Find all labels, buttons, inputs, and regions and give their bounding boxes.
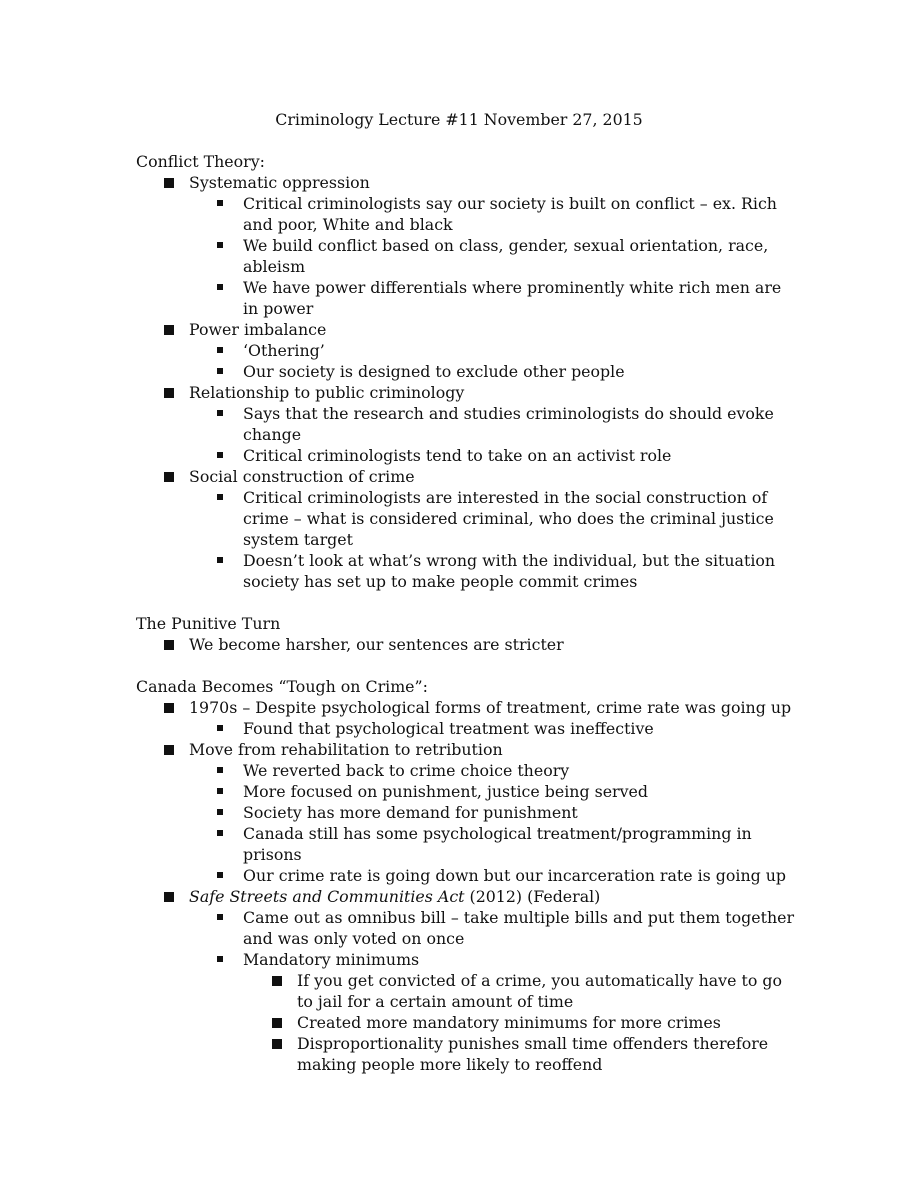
small-square-bullet-icon bbox=[217, 200, 223, 206]
list-item-text: We become harsher, our sentences are stricter bbox=[189, 635, 564, 654]
list-item-text: Move from rehabilitation to retribution bbox=[189, 740, 503, 759]
list-item bbox=[136, 361, 796, 382]
list-item-text: Canada still has some psychological treatment/programming in prisons bbox=[243, 824, 752, 864]
section-heading-tough-on-crime: Canada Becomes “Tough on Crime”: bbox=[136, 677, 428, 696]
list-item-text: Disproportionality punishes small time offenders therefore making people more likely to reoffend bbox=[297, 1034, 769, 1074]
list-item-text: Created more mandatory minimums for more crimes bbox=[297, 1013, 721, 1032]
paragraph-spacer bbox=[136, 655, 796, 676]
list-item bbox=[136, 760, 796, 781]
list-item bbox=[136, 886, 796, 907]
square-bullet-icon bbox=[164, 388, 174, 398]
small-square-bullet-icon bbox=[217, 557, 223, 563]
section-heading-conflict-theory: Conflict Theory: bbox=[136, 152, 265, 171]
small-square-bullet-icon bbox=[217, 872, 223, 878]
small-square-bullet-icon bbox=[217, 914, 223, 920]
section-heading-punitive-turn: The Punitive Turn bbox=[136, 614, 281, 633]
list-item-text: Our crime rate is going down but our incarceration rate is going up bbox=[243, 866, 787, 885]
punitive-turn-list bbox=[136, 634, 796, 655]
list-item bbox=[136, 634, 796, 655]
list-item bbox=[136, 949, 796, 970]
list-item bbox=[136, 193, 796, 235]
square-bullet-icon bbox=[164, 892, 174, 902]
list-item bbox=[136, 907, 796, 949]
list-item bbox=[136, 865, 796, 886]
square-bullet-icon bbox=[164, 640, 174, 650]
square-bullet-icon bbox=[272, 1039, 282, 1049]
list-item-text: More focused on punishment, justice being served bbox=[243, 782, 648, 801]
paragraph-spacer bbox=[136, 592, 796, 613]
list-item bbox=[136, 970, 796, 1012]
list-item-text: Found that psychological treatment was ineffective bbox=[243, 719, 654, 738]
list-item bbox=[136, 277, 796, 319]
list-item-text: Social construction of crime bbox=[189, 467, 415, 486]
page-title: Criminology Lecture #11 November 27, 2015 bbox=[275, 110, 643, 129]
list-item bbox=[136, 697, 796, 718]
small-square-bullet-icon bbox=[217, 410, 223, 416]
document-body bbox=[136, 151, 796, 1075]
list-item bbox=[136, 445, 796, 466]
small-square-bullet-icon bbox=[217, 494, 223, 500]
small-square-bullet-icon bbox=[217, 368, 223, 374]
conflict-theory-list bbox=[136, 172, 796, 592]
list-item-text: Came out as omnibus bill – take multiple bills and put them together and was only voted on once bbox=[243, 908, 795, 948]
list-item-text: Relationship to public criminology bbox=[189, 383, 465, 402]
small-square-bullet-icon bbox=[217, 788, 223, 794]
list-item-text: Critical criminologists are interested in the social construction of crime – what is considered criminal, who does the criminal justice system target bbox=[243, 488, 774, 549]
small-square-bullet-icon bbox=[217, 767, 223, 773]
list-item bbox=[136, 466, 796, 487]
list-item bbox=[136, 382, 796, 403]
list-item-text: Says that the research and studies criminologists do should evoke change bbox=[243, 404, 774, 444]
list-item bbox=[136, 739, 796, 760]
list-item-text: We build conflict based on class, gender, sexual orientation, race, ableism bbox=[243, 236, 769, 276]
small-square-bullet-icon bbox=[217, 347, 223, 353]
act-name: Safe Streets and Communities Act bbox=[189, 887, 465, 906]
list-item-text: Power imbalance bbox=[189, 320, 327, 339]
list-item bbox=[136, 823, 796, 865]
square-bullet-icon bbox=[272, 976, 282, 986]
list-item bbox=[136, 172, 796, 193]
list-item bbox=[136, 802, 796, 823]
square-bullet-icon bbox=[164, 325, 174, 335]
tough-on-crime-list bbox=[136, 697, 796, 1075]
list-item bbox=[136, 487, 796, 550]
small-square-bullet-icon bbox=[217, 830, 223, 836]
list-item-text: 1970s – Despite psychological forms of treatment, crime rate was going up bbox=[189, 698, 792, 717]
list-item-text: Our society is designed to exclude other people bbox=[243, 362, 625, 381]
square-bullet-icon bbox=[272, 1018, 282, 1028]
small-square-bullet-icon bbox=[217, 242, 223, 248]
list-item bbox=[136, 718, 796, 739]
list-item-text: Doesn’t look at what’s wrong with the individual, but the situation society has set up to make people commit crimes bbox=[243, 551, 776, 591]
square-bullet-icon bbox=[164, 178, 174, 188]
small-square-bullet-icon bbox=[217, 956, 223, 962]
list-item-text: ‘Othering’ bbox=[243, 341, 325, 360]
list-item bbox=[136, 550, 796, 592]
small-square-bullet-icon bbox=[217, 809, 223, 815]
list-item-text: (2012) (Federal) bbox=[464, 887, 601, 906]
small-square-bullet-icon bbox=[217, 452, 223, 458]
list-item bbox=[136, 340, 796, 361]
small-square-bullet-icon bbox=[217, 725, 223, 731]
list-item-text: Society has more demand for punishment bbox=[243, 803, 578, 822]
list-item bbox=[136, 403, 796, 445]
list-item-text: Systematic oppression bbox=[189, 173, 370, 192]
list-item-text: If you get convicted of a crime, you automatically have to go to jail for a certain amount of time bbox=[297, 971, 782, 1011]
square-bullet-icon bbox=[164, 703, 174, 713]
list-item bbox=[136, 1012, 796, 1033]
small-square-bullet-icon bbox=[217, 284, 223, 290]
list-item bbox=[136, 1033, 796, 1075]
list-item-text: Critical criminologists tend to take on an activist role bbox=[243, 446, 672, 465]
square-bullet-icon bbox=[164, 745, 174, 755]
list-item bbox=[136, 319, 796, 340]
square-bullet-icon bbox=[164, 472, 174, 482]
list-item-text: Mandatory minimums bbox=[243, 950, 420, 969]
list-item-text: We have power differentials where prominently white rich men are in power bbox=[243, 278, 782, 318]
list-item bbox=[136, 235, 796, 277]
list-item-text: Critical criminologists say our society is built on conflict – ex. Rich and poor, White and black bbox=[243, 194, 777, 234]
list-item bbox=[136, 781, 796, 802]
list-item-text: We reverted back to crime choice theory bbox=[243, 761, 570, 780]
